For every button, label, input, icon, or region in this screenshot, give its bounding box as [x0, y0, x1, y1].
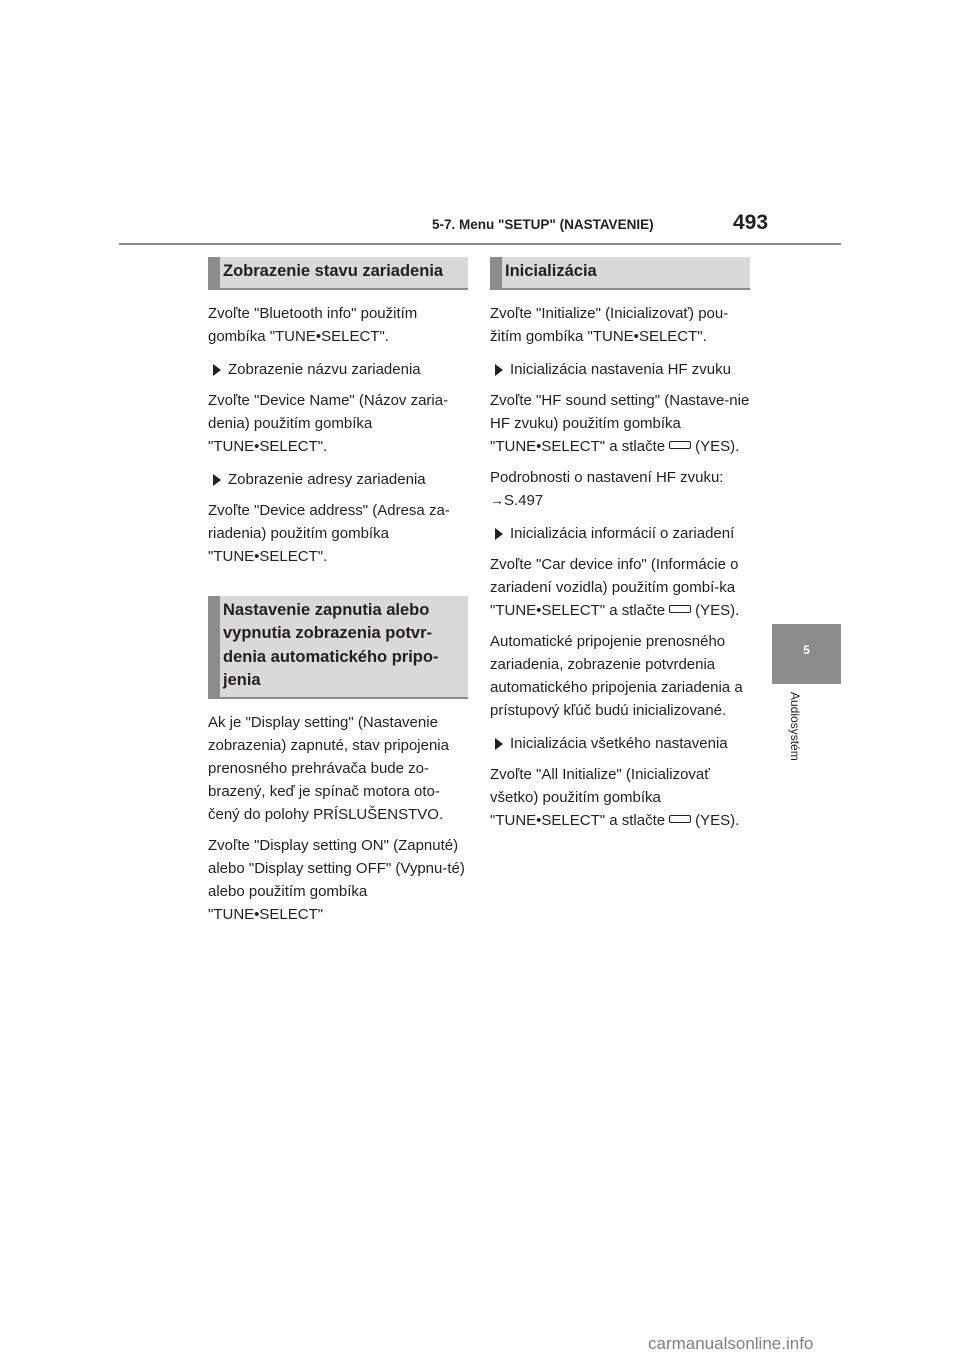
subsection-title-text: Zobrazenie názvu zariadenia [228, 360, 421, 378]
section-heading-initialize: Inicializácia [490, 257, 750, 290]
paragraph-text: Zvoľte "All Initialize" (Inicializovať všetko) použitím gombíka "TUNE•SELECT" a stlačte [490, 765, 710, 829]
paragraph-text: Zvoľte "HF sound setting" (Nastave-nie HF zvuku) použitím gombíka "TUNE•SELECT" a stlačte [490, 391, 750, 455]
paragraph-intro: Zvoľte "Bluetooth info" použitím gombíka "TUNE•SELECT". [208, 304, 418, 345]
paragraph-text: (YES). [695, 601, 740, 619]
subsection-title [208, 358, 468, 381]
paragraph: Ak je "Display setting" (Nastavenie zobrazenia) zapnuté, stav pripojenia prenosného prehrávača bude zo-brazený, keď je spínač motora oto-čený do polohy PRÍSLUŠENSTVO. [208, 713, 449, 823]
subsection-title-text: Inicializácia informácií o zariadení [510, 524, 735, 542]
triangle-bullet-icon [213, 474, 221, 486]
page-reference [490, 466, 750, 512]
triangle-bullet-icon [495, 738, 503, 750]
subsection-title-text: Inicializácia nastavenia HF zvuku [510, 360, 731, 378]
arrow-icon: → [490, 491, 504, 508]
chapter-tab [772, 624, 841, 684]
subsection-title-text: Inicializácia všetkého nastavenia [510, 734, 728, 752]
paragraph-text: Zvoľte "Car device info" (Informácie o zariadení vozidla) použitím gombí-ka "TUNE•SELECT" a stlačte [490, 555, 739, 619]
subsection-title [208, 468, 468, 491]
reference-label: Podrobnosti o nastavení HF zvuku: [490, 468, 724, 486]
chapter-tab-label: Audiosystém [788, 692, 802, 761]
header-divider [119, 243, 841, 245]
reference-page: S.497 [504, 491, 544, 509]
paragraph-text: (YES). [695, 811, 740, 829]
paragraph: Zvoľte "Display setting ON" (Zapnuté) alebo "Display setting OFF" (Vypnu-té) alebo použitím gombíka "TUNE•SELECT" [208, 836, 465, 923]
left-column [208, 257, 468, 926]
page-number: 493 [733, 211, 769, 234]
subsection-title [490, 522, 750, 545]
right-column [490, 257, 750, 832]
triangle-bullet-icon [495, 364, 503, 376]
button-icon [669, 605, 691, 613]
section-heading-device-status: Zobrazenie stavu zariadenia [208, 257, 468, 290]
paragraph-text: (YES). [695, 437, 740, 455]
paragraph [490, 763, 750, 832]
paragraph-intro: Zvoľte "Initialize" (Inicializovať) pou-žitím gombíka "TUNE•SELECT". [490, 304, 729, 345]
paragraph: Zvoľte "Device address" (Adresa za-riadenia) použitím gombíka "TUNE•SELECT". [208, 501, 450, 565]
button-icon [669, 815, 691, 823]
triangle-bullet-icon [213, 364, 221, 376]
chapter-tab-number: 5 [803, 643, 810, 657]
section-heading-auto-connect: Nastavenie zapnutia alebo vypnutia zobrazenia potvr-denia automatického pripo-jenia [208, 596, 468, 699]
chapter-title: 5-7. Menu "SETUP" (NASTAVENIE) [432, 217, 654, 232]
triangle-bullet-icon [495, 528, 503, 540]
subsection-title [490, 358, 750, 381]
paragraph [490, 389, 750, 458]
paragraph: Zvoľte "Device Name" (Názov zaria-denia) použitím gombíka "TUNE•SELECT". [208, 391, 449, 455]
subsection-title [490, 732, 750, 755]
subsection-title-text: Zobrazenie adresy zariadenia [228, 470, 426, 488]
button-icon [669, 441, 691, 449]
watermark: carmanualsonline.info [648, 1334, 814, 1353]
paragraph [490, 553, 750, 622]
paragraph: Automatické pripojenie prenosného zariadenia, zobrazenie potvrdenia automatického pripojenia zariadenia a prístupový kľúč budú inicializované. [490, 632, 743, 719]
